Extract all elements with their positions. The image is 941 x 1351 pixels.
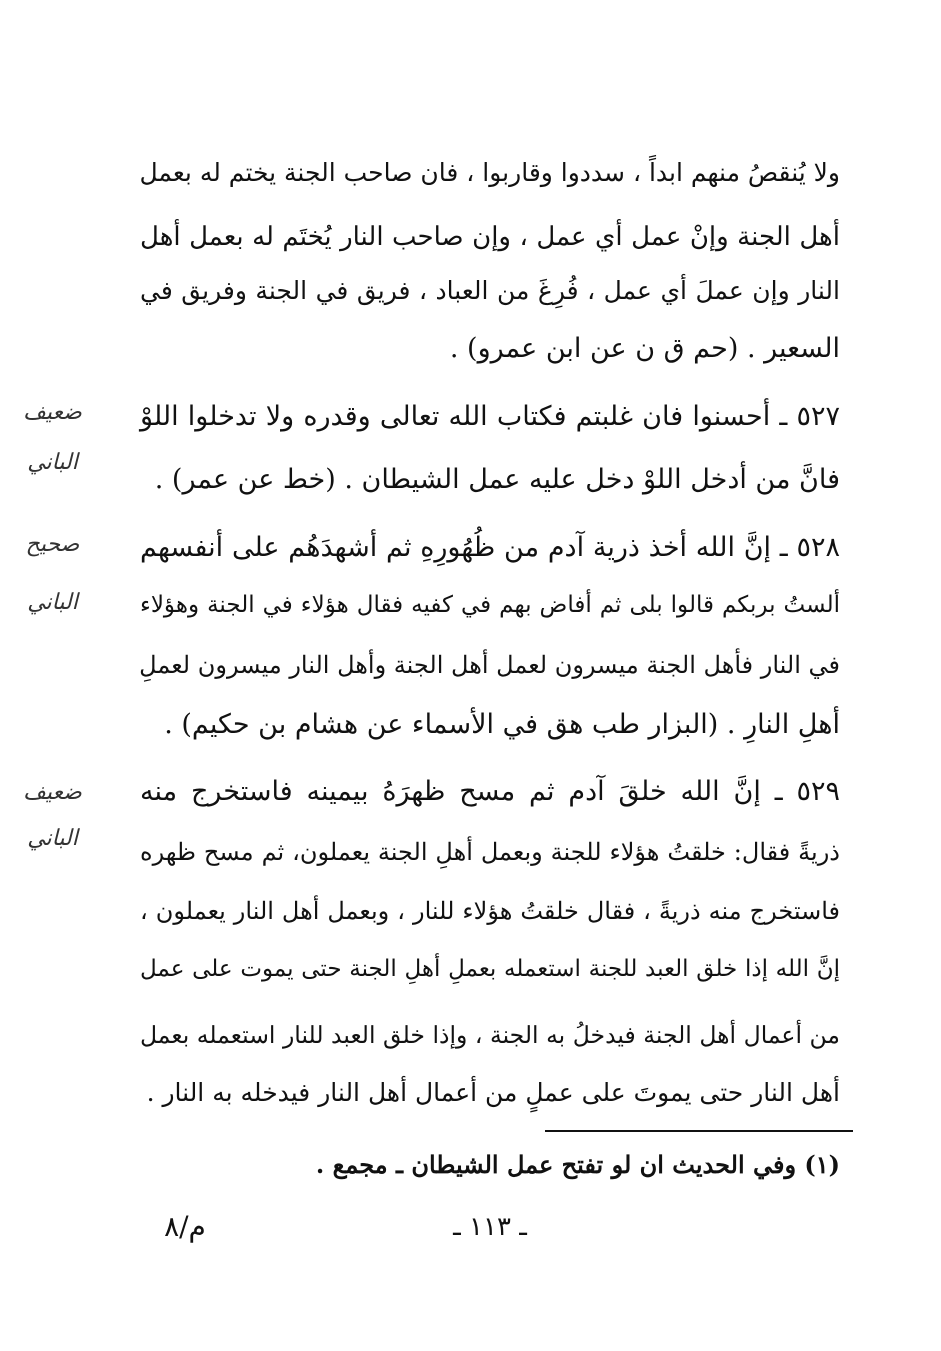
margin-note-grade: ضعيف — [23, 780, 82, 805]
hadith-528-line: ٥٢٨ ـ إنَّ الله أخذ ذرية آدم من ظُهُورِهِ ثم أشهدَهُم على أنفسهم — [140, 532, 840, 563]
hadith-527-line: ٥٢٧ ـ أحسنوا فان غلبتم فكتاب الله تعالى وقدره ولا تدخلوا اللوْ — [140, 401, 840, 432]
paragraph-line: أهل الجنة وإنْ عمل أي عمل ، وإن صاحب النار يُختَم له بعمل أهل — [140, 222, 840, 252]
hadith-528-line: ألستُ بربكم قالوا بلى ثم أفاض بهم في كفيه فقال هؤلاء في الجنة وهؤلاء — [140, 592, 840, 618]
margin-note-source: الباني — [27, 590, 78, 615]
margin-note-grade: صحيح — [25, 532, 80, 557]
margin-note-527 — [0, 398, 105, 478]
paragraph-line: النار وإن عملَ أي عمل ، فُرِغَ من العباد ، فريق في الجنة وفريق في — [140, 276, 840, 305]
paragraph-line: ولا يُنقصُ منهم ابداً ، سددوا وقاربوا ، فان صاحب الجنة يختم له بعمل — [139, 158, 840, 187]
footnote-separator — [545, 1130, 853, 1132]
page-number: ـ ١١٣ ـ — [453, 1212, 527, 1242]
hadith-529-line: إنَّ الله إذا خلق العبد للجنة استعمله بعملِ أهلِ الجنة حتى يموت على عمل — [140, 956, 840, 982]
margin-note-source: الباني — [27, 450, 78, 475]
hadith-527-line: فانَّ من أدخل اللوْ دخل عليه عمل الشيطان . (خط عن عمر) . — [154, 464, 840, 495]
hadith-529-line: فاستخرج منه ذريةً ، فقال خلقتُ هؤلاء للنار ، وبعمل أهل النار يعملون ، — [140, 897, 840, 925]
hadith-528-line: أهلِ النارِ . (البزار طب هق في الأسماء عن هشام بن حكيم) . — [164, 709, 840, 740]
hadith-528-line: في النار فأهل الجنة ميسرون لعمل أهل الجنة وأهل النار ميسرون لعملِ — [139, 651, 840, 679]
hadith-529-line: من أعمال أهل الجنة فيدخلُ به الجنة ، وإذا خلق العبد للنار استعمله بعمل — [140, 1021, 841, 1049]
paragraph-line: السعير . (حم ق ن عن ابن عمرو) . — [449, 333, 840, 364]
margin-note-source: الباني — [27, 826, 78, 851]
signature-mark: م/٨ — [164, 1210, 206, 1243]
margin-note-grade: ضعيف — [23, 400, 82, 425]
hadith-529-line: ذريةً فقال: خلقتُ هؤلاء للجنة وبعمل أهلِ الجنة يعملون، ثم مسح ظهره — [140, 838, 840, 866]
footnote: (١) وفي الحديث ان لو تفتح عمل الشيطان ـ مجمع . — [315, 1150, 840, 1179]
hadith-529-line: ٥٢٩ ـ إنَّ الله خلقَ آدم ثم مسح ظهرَهُ بيمينه فاستخرج منه — [140, 776, 840, 807]
margin-note-529 — [0, 778, 105, 854]
hadith-529-line: أهل النار حتى يموتَ على عملٍ من أعمال أهل النار فيدخله به النار . — [146, 1078, 840, 1107]
margin-note-528 — [0, 530, 105, 618]
